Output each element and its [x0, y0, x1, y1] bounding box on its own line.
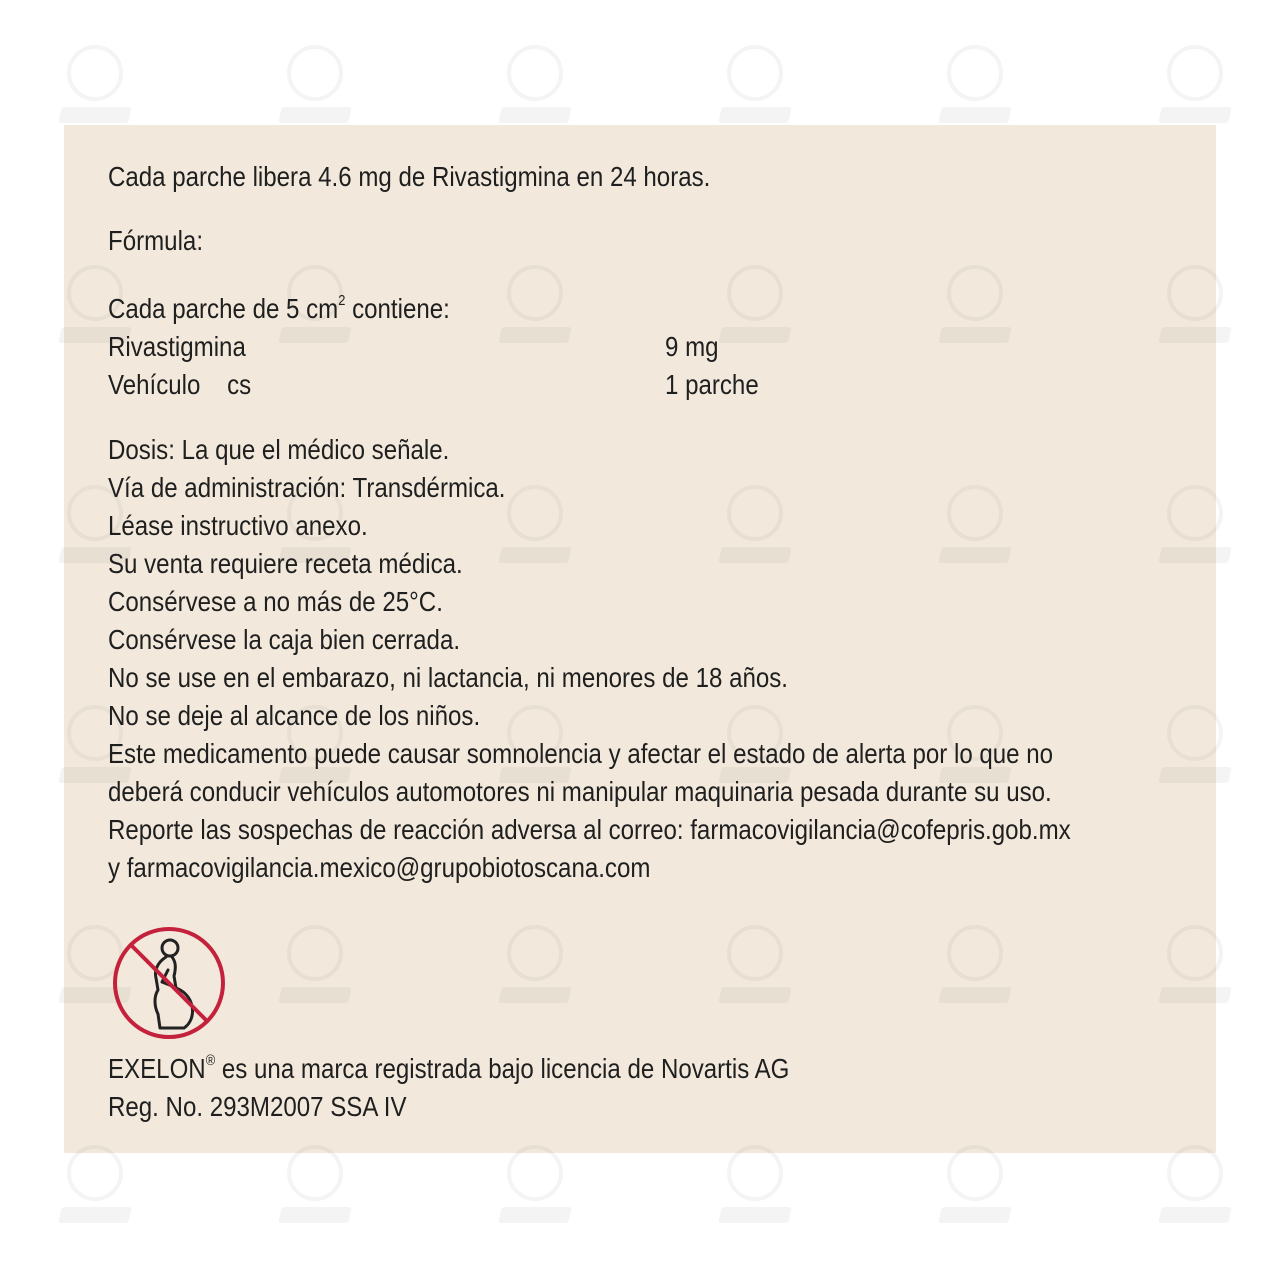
instruction-line: Vía de administración: Transdérmica. — [108, 472, 506, 503]
composition-header-suffix: contiene: — [345, 293, 450, 324]
instruction-line: No se use en el embarazo, ni lactancia, ni menores de 18 años. — [108, 662, 788, 693]
instruction-line: Dosis: La que el médico señale. — [108, 434, 450, 465]
trademark-notice — [108, 1050, 789, 1088]
composition-header — [108, 290, 450, 328]
vehicle-amount: 1 parche — [665, 369, 759, 400]
no-pregnancy-icon — [110, 924, 228, 1042]
watermark-logo — [500, 45, 570, 135]
instruction-line: Léase instructivo anexo. — [108, 510, 368, 541]
instruction-line: No se deje al alcance de los niños. — [108, 700, 481, 731]
instruction-line: Consérvese a no más de 25°C. — [108, 586, 443, 617]
watermark-logo — [720, 1145, 790, 1235]
watermark-logo — [940, 45, 1010, 135]
instruction-line: Reporte las sospechas de reacción adversa al correo: farmacovigilancia@cofepris.gob.mx — [108, 814, 1071, 845]
brand-name: EXELON — [108, 1053, 206, 1084]
instruction-line: deberá conducir vehículos automotores ni manipular maquinaria pesada durante su uso. — [108, 776, 1052, 807]
composition-header-text: Cada parche de 5 cm — [108, 293, 339, 324]
registration-number: Reg. No. 293M2007 SSA IV — [108, 1091, 407, 1122]
watermark-logo — [280, 45, 350, 135]
watermark-logo — [60, 45, 130, 135]
watermark-logo — [720, 45, 790, 135]
instruction-line: Consérvese la caja bien cerrada. — [108, 624, 461, 655]
vehicle-name: Vehículo cs — [108, 369, 252, 400]
watermark-logo — [940, 1145, 1010, 1235]
watermark-logo — [280, 1145, 350, 1235]
instructions-block — [108, 431, 1071, 887]
ingredient-amount: 9 mg — [665, 331, 719, 362]
formula-heading: Fórmula: — [108, 225, 204, 256]
watermark-logo — [1160, 45, 1230, 135]
instruction-line: Su venta requiere receta médica. — [108, 548, 463, 579]
watermark-logo — [1160, 1145, 1230, 1235]
trademark-text: es una marca registrada bajo licencia de Novartis AG — [215, 1053, 790, 1084]
watermark-logo — [60, 1145, 130, 1235]
ingredient-name: Rivastigmina — [108, 331, 246, 362]
release-rate-text: Cada parche libera 4.6 mg de Rivastigmina en 24 horas. — [108, 161, 711, 192]
superscript-2: 2 — [338, 291, 346, 309]
instruction-line: y farmacovigilancia.mexico@grupobiotoscana.com — [108, 852, 651, 883]
registered-mark: ® — [205, 1051, 216, 1069]
instruction-line: Este medicamento puede causar somnolencia y afectar el estado de alerta por lo que no — [108, 738, 1054, 769]
watermark-logo — [500, 1145, 570, 1235]
